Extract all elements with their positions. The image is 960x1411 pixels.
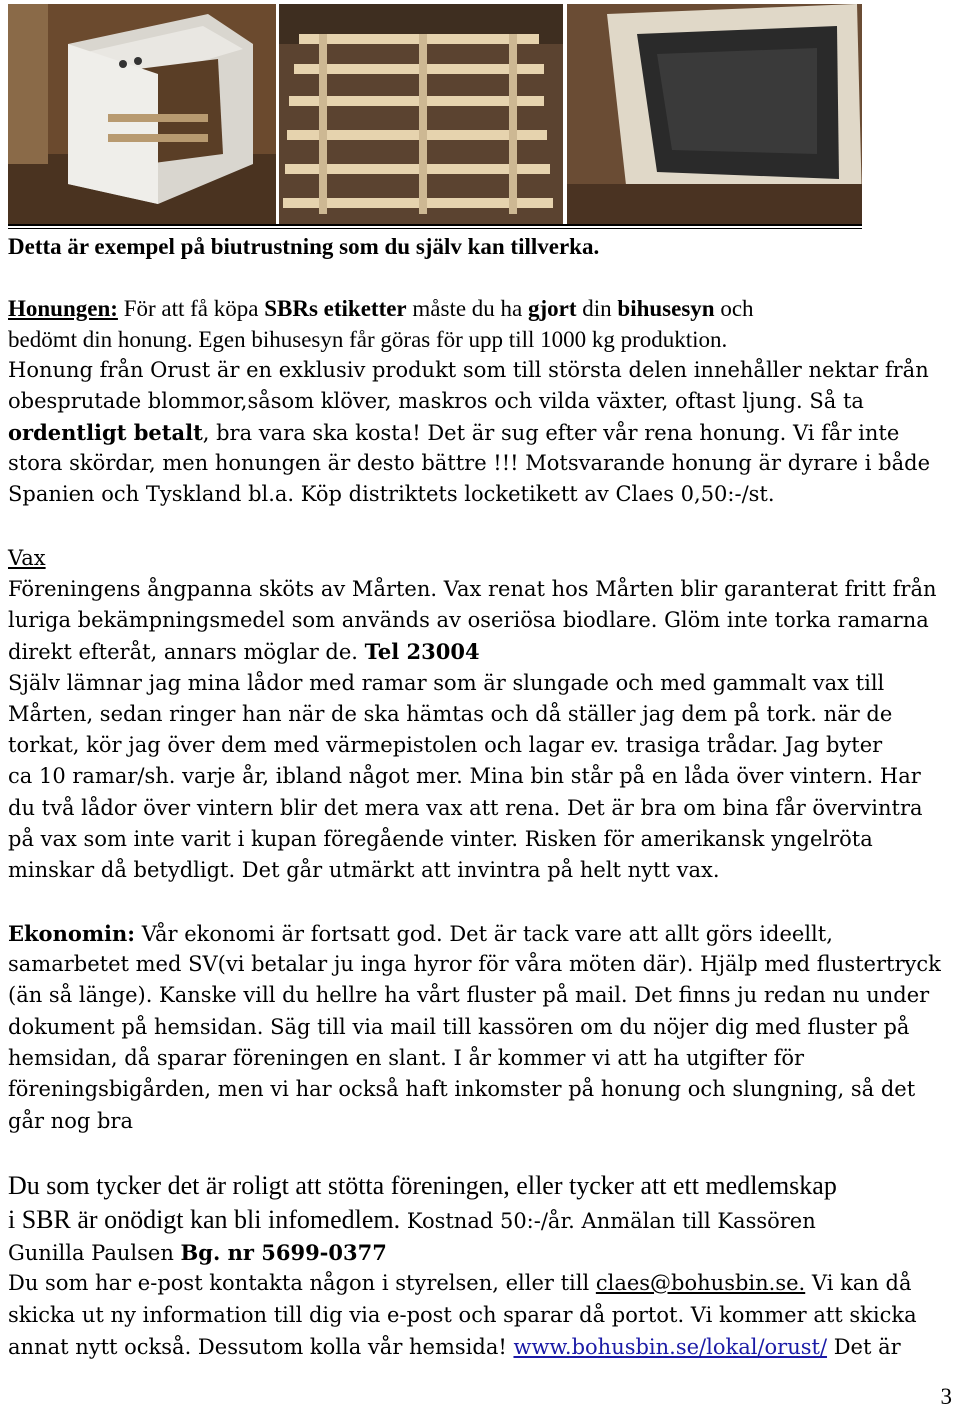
intro-line: Detta är exempel på biutrustning som du själv kan tillverka.: [8, 234, 600, 259]
honung-bold: SBRs etiketter: [264, 296, 407, 321]
vax-line-7: ca 10 ramar/sh. varje år, ibland något mer. Mina bin står på en låda över vintern. Har: [8, 764, 921, 788]
vax-heading: Vax: [8, 546, 46, 570]
honung-bold: bihusesyn: [617, 296, 715, 321]
ekonomi-line-1: [8, 918, 958, 950]
stod-line-5: skicka ut ny information till dig via e-post och sparar då portot. Vi kommer att skicka: [8, 1303, 917, 1327]
ekonomi-line-7: går nog bra: [8, 1109, 133, 1133]
stod-line-1: Du som tycker det är roligt att stötta föreningen, eller tycker att ett medlemskap: [8, 1171, 837, 1200]
stod-text: annat nytt också. Dessutom kolla vår hemsida!: [8, 1335, 514, 1359]
honung-text: , bra vara ska kosta! Det är sug efter vår rena honung. Vi får inte: [202, 421, 900, 445]
honung-line-2: bedömt din honung. Egen bihusesyn får göras för upp till 1000 kg produktion.: [8, 327, 728, 352]
photo-frames: [279, 4, 563, 224]
honung-line-4: obesprutade blommor,såsom klöver, maskros och vilda växter, oftast ljung. Så ta: [8, 389, 864, 413]
honung-line-3: Honung från Orust är en exklusiv produkt som till största delen innehåller nektar från: [8, 358, 929, 382]
ekonomi-line-5: hemsidan, då sparar föreningen en slant. I år kommer vi att ha utgifter för: [8, 1046, 805, 1070]
honung-bold: gjort: [528, 296, 577, 321]
photo-screen-board: [567, 4, 862, 224]
stod-text: Vi kan då: [805, 1271, 912, 1295]
email-link[interactable]: claes@bohusbin.se.: [595, 1271, 806, 1295]
vax-line-8: du två lådor över vintern blir det mera vax att rena. Det är bra om bina får övervintra: [8, 796, 923, 820]
stod-line-3: [8, 1237, 958, 1269]
website-link[interactable]: www.bohusbin.se/lokal/orust/: [513, 1335, 828, 1359]
stod-text: Det är: [827, 1335, 901, 1359]
vax-line-4: Själv lämnar jag mina lådor med ramar som är slungade och med gammalt vax till: [8, 671, 885, 695]
honung-text: måste du ha: [406, 296, 528, 321]
stod-text-large: i SBR är onödigt kan bli infomedlem.: [8, 1205, 401, 1234]
honung-bold: ordentligt betalt: [8, 420, 203, 445]
vax-line-5: Mårten, sedan ringer han när de ska hämtas och då ställer jag dem på tork. när de: [8, 702, 893, 726]
honung-text: För att få köpa: [117, 296, 265, 321]
honung-line-6: stora skördar, men honungen är desto bättre !!! Motsvarande honung är dyrare i både: [8, 451, 930, 475]
stod-text: Kostnad 50:-/år. Anmälan till Kassören: [400, 1209, 816, 1233]
vax-line-1: Föreningens ångpanna sköts av Mårten. Vax renat hos Mårten blir garanterat fritt från: [8, 577, 937, 601]
ekonomi-line-3: (än så länge). Kanske vill du hellre ha vårt fluster på mail. Det finns ju redan nu under: [8, 983, 930, 1007]
vax-phone: Tel 23004: [364, 639, 480, 664]
vax-line-3: [8, 636, 958, 668]
photo-hive-box: [8, 4, 276, 224]
stod-text: Gunilla Paulsen: [8, 1241, 181, 1265]
ekonomi-line-6: föreningsbigården, men vi har också haft inkomster på honung och slungning, så det: [8, 1077, 916, 1101]
photo-strip: [8, 4, 862, 224]
vax-text: direkt efteråt, annars möglar de.: [8, 640, 365, 664]
vax-line-2: luriga bekämpningsmedel som används av oseriösa biodlare. Glöm inte torka ramarna: [8, 608, 929, 632]
page-number: 3: [940, 1384, 952, 1409]
honung-line-7: Spanien och Tyskland bl.a. Köp distriktets locketikett av Claes 0,50:-/st.: [8, 482, 775, 506]
vax-line-10: minskar då betydligt. Det går utmärkt att invintra på helt nytt vax.: [8, 858, 720, 882]
ekonomi-text: Vår ekonomi är fortsatt god. Det är tack vare att allt görs ideellt,: [135, 922, 833, 946]
ekonomi-line-2: samarbetet med SV(vi betalar ju inga hyror för våra möten där). Hjälp med flustertryck: [8, 952, 941, 976]
honung-line-1: [8, 293, 958, 324]
honung-heading: Honungen:: [8, 296, 118, 321]
stod-line-6: [8, 1332, 958, 1363]
stod-line-2: [8, 1204, 958, 1237]
stod-line-4: [8, 1268, 958, 1299]
stod-text: Du som har e-post kontakta någon i styrelsen, eller till: [8, 1271, 596, 1295]
photo-underline: [8, 224, 862, 226]
bankgiro-number: Bg. nr 5699-0377: [180, 1240, 387, 1265]
ekonomi-line-4: dokument på hemsidan. Säg till via mail till kassören om du nöjer dig med fluster på: [8, 1015, 910, 1039]
vax-line-9: på vax som inte varit i kupan föregående vinter. Risken för amerikansk yngelröta: [8, 827, 873, 851]
honung-line-5: [8, 417, 958, 449]
vax-line-6: torkat, kör jag över dem med värmepistolen och lagar ev. trasiga trådar. Jag byter: [8, 733, 883, 757]
honung-text: din: [576, 296, 618, 321]
ekonomi-heading: Ekonomin:: [8, 921, 136, 946]
honung-text: och: [714, 296, 754, 321]
photo-underline-thin: [8, 228, 862, 229]
